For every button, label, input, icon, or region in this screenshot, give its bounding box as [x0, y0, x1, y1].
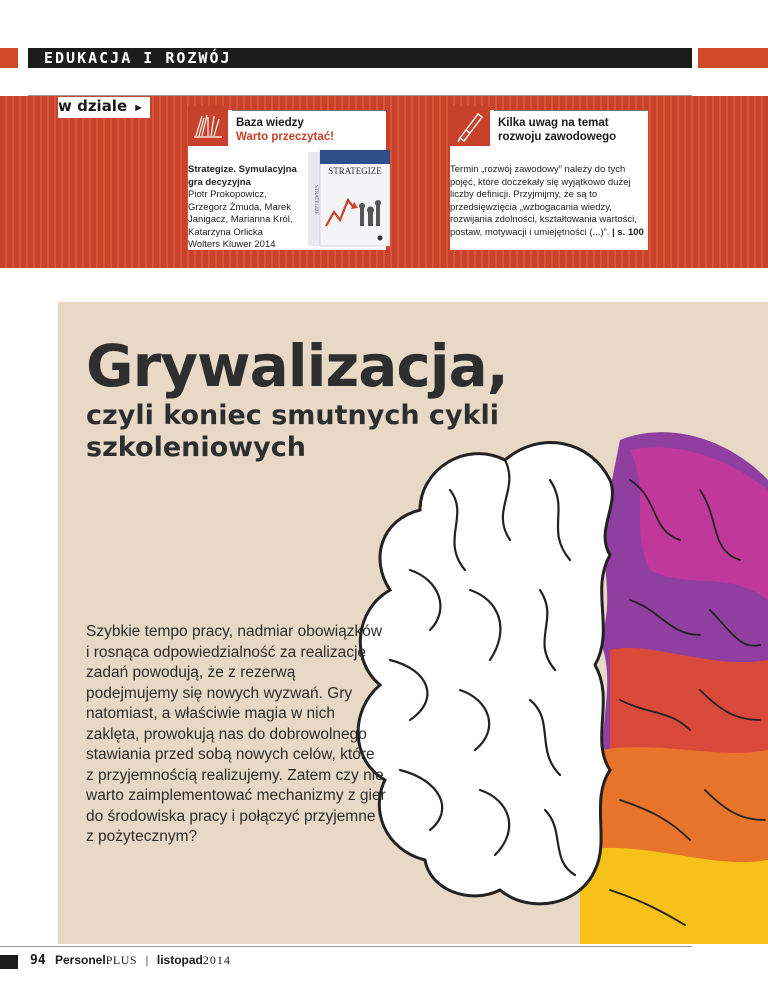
card2-body: Termin „rozwój zawodowy” należy do tych pojęć, które doczekały się wyjątkowo dużej liczby definicji. Przyjmijmy, że są to przedsięwzięcia „wzbogacania wiedzy, rozwijania zdolności, kształtowania wartości, postaw, motywacji i umiejętności (...)”. — [450, 164, 637, 238]
book-authors: Piotr Prokopowicz, Grzegorz Żmuda, Marek Janigacz, Marianna Król, Katarzyna Orlicka — [188, 189, 293, 238]
card1-subheading: Warto przeczytać! — [236, 131, 334, 143]
card2-heading-line1: Kilka uwag na temat — [498, 117, 609, 129]
issue-year: 2014 — [202, 953, 231, 967]
books-icon — [188, 106, 228, 146]
arrow-right-icon: ► — [133, 102, 145, 114]
page-number: 94 — [30, 953, 46, 968]
header-accent-right — [698, 48, 768, 68]
card-career-development[interactable] — [450, 110, 648, 250]
card2-heading-line2: rozwoju zawodowego — [498, 131, 617, 143]
header-accent-left — [0, 48, 18, 68]
article-lead: Szybkie tempo pracy, nadmiar obowiązków i rosnąca odpowiedzialność za realizację zadań powodują, że z rezerwą podejmujemy się nowych wyzwań. Gry natomiast, a właściwie magia w nich zaklęta, prowokują nas do dobrowolnego stawiania przed sobą nowych celów, które z przyjemnością realizujemy. Zatem czy nie warto zaimplementować mechanizmy z gier do środowiska pracy i połączyć przyjemne z pożytecznym? — [86, 623, 386, 845]
magazine-name: Personel — [55, 953, 106, 967]
footer-mark — [0, 955, 18, 969]
card1-heading: Baza wiedzy — [236, 117, 304, 129]
footer-rule — [0, 946, 692, 947]
card2-page-ref: | s. 100 — [612, 226, 644, 238]
in-section-label: w dziale ► — [58, 97, 150, 118]
article-title: Grywalizacja, — [86, 332, 508, 400]
footer-separator: | — [145, 953, 149, 967]
cover-title: STRATEGIZE — [328, 166, 382, 176]
footer — [30, 953, 231, 968]
magazine-name-plus: PLUS — [105, 953, 138, 967]
section-title: EDUKACJA I ROZWÓJ — [44, 49, 232, 67]
issue-month: listopad — [156, 953, 203, 967]
book-publisher: Wolters Kluwer 2014 — [188, 239, 276, 250]
cover-spine: STRATEGIZE — [313, 185, 318, 215]
book-cover-image[interactable] — [308, 150, 390, 248]
pen-icon — [450, 106, 490, 146]
book-title: Strategize. Symulacyjna gra decyzyjna — [188, 164, 297, 188]
article-subtitle: czyli koniec smutnych cykli szkoleniowych — [86, 400, 500, 463]
